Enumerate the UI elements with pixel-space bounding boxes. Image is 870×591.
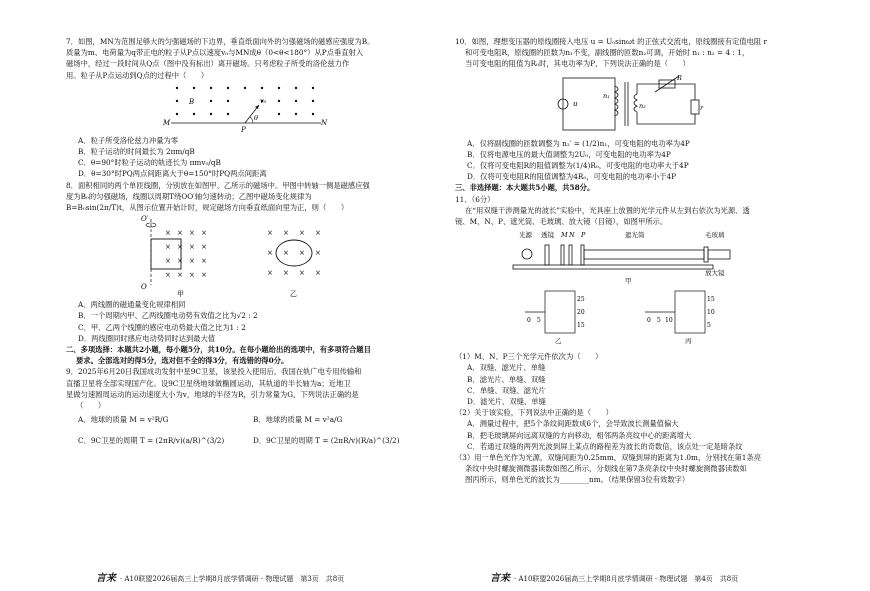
q11-stem-line: 镜、M、N、P、遮光筒、毛玻璃、放大镜（目镜），如图甲所示。 — [455, 217, 668, 227]
svg-text:×: × — [177, 271, 183, 280]
m-label: M — [163, 118, 171, 127]
q10-option: A．仅将副线圈的匝数调整为 n₂′ = (1/2)n₁，可变电阻的电功率为4P — [467, 138, 690, 148]
svg-text:×: × — [165, 271, 171, 280]
main-b-mark: 5 — [537, 317, 541, 325]
q11-part-1-option: B．滤光片、单缝、双缝 — [467, 374, 546, 384]
q11-part-1-option: A．双缝、滤光片、单缝 — [467, 363, 546, 373]
q9-option: A．地球的质量 M = v²R/G — [78, 415, 169, 425]
q11-part-1-option: D．滤光片、双缝、单缝 — [467, 397, 546, 407]
section-2-line: 二、多项选择：本题共2小题，每小题5分，共10分。在每小题给出的选项中，有多项符合题目 — [66, 345, 371, 355]
q9-option-row — [66, 435, 428, 446]
main-c-mark: 10 — [665, 317, 673, 325]
m-label: M — [561, 231, 568, 240]
jia-label: 甲 — [177, 290, 184, 299]
q7-option: D．θ=30°时PQ两点间距离大于θ=150°时PQ两点间距离 — [78, 169, 267, 179]
question-9 — [66, 366, 428, 446]
n1-label: n₁ — [603, 91, 610, 100]
q11-optical-bench-figure — [505, 229, 755, 349]
optical-bench-rail — [513, 265, 713, 269]
section-2-line: 要求。全部选对的得5分，选对但不全的得3分，有选错的得0分。 — [76, 356, 289, 366]
svg-text:×: × — [189, 243, 195, 252]
q9-option: B．地球的质量 M = v²a/G — [253, 415, 343, 425]
svg-text:×: × — [283, 249, 289, 258]
coil-yi — [276, 240, 312, 266]
question-8 — [66, 180, 428, 344]
svg-text:×: × — [299, 229, 305, 238]
q8-coil-figure — [137, 215, 357, 297]
q11-part-2-option: B．把毛玻璃屏向远离双缝的方向移动，相邻两条亮纹中心的距离增大 — [467, 430, 692, 440]
element-p — [581, 245, 584, 265]
question-7 — [66, 36, 428, 180]
q9-option: C．9C卫星的周期 T = (2πR/v)(a/R)^(3/2) — [78, 436, 225, 446]
q11-part-3-line: （3）用一单色光作为光源，双缝间距为0.25mm，双缝到屏的距离为1.0m，分别找在第1条亮 — [455, 453, 761, 463]
svg-text:×: × — [165, 229, 171, 238]
page-footer-left — [96, 569, 344, 584]
q9-option: D．9C卫星的周期 T = (2πR/v)(R/a)^(3/2) — [253, 436, 400, 446]
micrometer-yi — [525, 291, 575, 333]
footer-text: · A10联盟2026届高三上学期8月底学情调研 · 物理试题 第3页 共8页 — [120, 575, 345, 583]
n-label: N — [321, 118, 328, 127]
secondary-wire — [637, 112, 695, 124]
r-label: r — [700, 103, 704, 112]
brand-logo: 言来 — [96, 573, 116, 584]
b-label: B — [189, 97, 195, 106]
q9-option-row — [66, 414, 428, 425]
q11-part-2-option: C．若通过双缝的两列光波到屏上某点的路程差为波长的奇数倍，该点处一定是暗条纹 — [467, 441, 743, 451]
q11-stem-line: 在“用双缝干涉测量光的波长”实验中，光具座上放置的光学元件从左到右依次为光源、透 — [465, 205, 750, 215]
q11-part-3-line: 条纹中央时螺旋测微器读数如图乙所示，分划线在第7条亮条纹中央时螺旋测微器读数如 — [465, 464, 747, 474]
left-column — [66, 36, 428, 447]
svg-text:×: × — [315, 269, 321, 278]
svg-text:×: × — [165, 243, 171, 252]
q10-option: C．仅将可变电阻R的阻值调整为(1/4)R₀，可变电阻的电功率大于4P — [467, 161, 689, 171]
light-source — [522, 249, 532, 259]
svg-text:×: × — [201, 243, 207, 252]
q10-stem-line: 10．如图，理想变压器的原线圈接入电压 u = U₀sinωt 的正弦式交流电，原线圈接有定值电阻 r — [455, 37, 768, 46]
svg-text:×: × — [177, 257, 183, 266]
velocity-arrowhead — [255, 105, 259, 109]
q9-stem-line: 9．2025年6月20日我国成功发射中星9C卫星，该星投入使用后，我国在轨广电专用传输和 — [66, 367, 362, 377]
section-2-header — [66, 344, 428, 366]
page-footer-right — [490, 569, 738, 584]
q10-stem-line: 和可变电阻R，原线圈的匝数为n₁不变，副线圈的匝数n₂可调，开始时 n₁ : n₂ = 4 : 1， — [465, 48, 750, 58]
scale-c-mark: 5 — [707, 322, 711, 330]
svg-text:×: × — [299, 269, 305, 278]
element-m — [561, 245, 564, 265]
field-dots — [176, 87, 314, 115]
n-label: N — [569, 231, 575, 240]
o-prime-label: O′ — [141, 215, 149, 224]
svg-text:×: × — [267, 269, 273, 278]
q7-stem-line: 用。粒子从P点运动到Q点的过程中（ ） — [66, 70, 209, 80]
frosted-glass — [704, 247, 708, 262]
q8-option: A．两线圈的磁通量变化规律相同 — [78, 300, 186, 310]
svg-text:×: × — [177, 229, 183, 238]
q10-transformer-circuit — [555, 72, 705, 136]
element-n — [569, 245, 572, 265]
q8-option: B．一个周期内甲、乙两线圈电动势有效值之比为√2 : 2 — [78, 311, 258, 321]
fixed-resistor — [691, 100, 699, 114]
q11-part-3-line: 图丙所示，则单色光的波长为________nm。（结果保留3位有效数字） — [465, 475, 690, 485]
R-label: R — [677, 73, 682, 82]
q9-stem-line: 星做匀速圆周运动的运动速度大小为v，地球的半径为R，引力常量为G，下列说法正确的是 — [66, 389, 359, 399]
main-c-mark: 0 — [647, 317, 651, 325]
scale-b-mark: 20 — [577, 309, 585, 317]
q10-option: D．仅将可变电阻R的阻值调整为4R₀，可变电阻的电功率小于4P — [467, 172, 677, 182]
svg-text:×: × — [165, 257, 171, 266]
svg-text:×: × — [201, 229, 207, 238]
svg-text:×: × — [189, 271, 195, 280]
o-label: O — [141, 283, 147, 292]
q8-option: C．甲、乙两个线圈的感应电动势最大值之比为1 : 2 — [78, 322, 246, 332]
yi-label: 乙 — [555, 337, 562, 346]
main-b-mark: 0 — [527, 317, 531, 325]
micrometer-bing — [645, 291, 705, 333]
q11-head: 11．（6分） — [455, 194, 495, 204]
section-3-header: 三、非选择题：本大题共5小题，共58分。 — [455, 183, 595, 193]
p-label: P — [241, 125, 246, 134]
tube-label: 遮光筒 — [625, 231, 645, 240]
svg-text:×: × — [189, 257, 195, 266]
scale-c-mark: 10 — [707, 309, 715, 317]
angle-arc — [250, 117, 253, 123]
scale-b-mark: 25 — [577, 296, 585, 304]
svg-text:×: × — [315, 249, 321, 258]
glass-label: 毛玻璃 — [705, 231, 725, 240]
field-crosses-yi — [267, 229, 321, 277]
q8-option: D．两线圈同时感应电动势同时达到最大值 — [78, 333, 216, 343]
q11-part-1: （1）M、N、P三个光学元件依次为（ ） — [455, 352, 603, 362]
svg-text:×: × — [283, 269, 289, 278]
v0-label: v₀ — [260, 96, 267, 105]
q7-magnetic-field-figure — [163, 83, 328, 134]
svg-text:×: × — [201, 257, 207, 266]
svg-text:×: × — [315, 229, 321, 238]
question-11 — [455, 194, 805, 486]
bing-label: 丙 — [685, 337, 692, 346]
q11-part-2: （2）关于该实验，下列说法中正确的是（ ） — [455, 408, 613, 418]
q8-stem-line: 度为B₀的匀强磁场，线圈以周期T绕OO′轴匀速转动；乙图中磁场变化规律为 — [66, 191, 312, 201]
q8-stem-line: B=B₀sin(2π/T)t，从图示位置开始计时，规定磁场方向垂直纸面向里为正，则（ ） — [66, 203, 349, 213]
primary-loop — [563, 78, 615, 130]
secondary-coil — [634, 94, 637, 112]
secondary-wire — [637, 84, 695, 100]
q7-stem-line: 7．如图，MN为范围足够大的匀强磁场的下边界，垂直纸面向外的匀强磁场的磁感应强度为B。 — [66, 37, 375, 46]
jia-label: 甲 — [625, 277, 632, 286]
brand-logo: 言来 — [490, 573, 510, 584]
q7-option: B．粒子运动的时间最长为 2πm/qB — [78, 147, 195, 157]
u-label: u — [573, 99, 578, 108]
q8-stem-line: 8．面积相同的两个单匝线圈，分别放在如图甲、乙所示的磁场中。甲图中转轴一侧是磁感应强 — [66, 180, 370, 190]
scale-c-mark: 15 — [707, 296, 715, 304]
q9-stem-line: （ ） — [76, 401, 106, 411]
svg-text:×: × — [177, 243, 183, 252]
n2-label: n₂ — [639, 101, 646, 110]
svg-text:×: × — [283, 229, 289, 238]
primary-coil — [615, 86, 618, 116]
eyepiece — [708, 250, 730, 259]
lens-label: 透镜 — [541, 231, 554, 240]
light-source-label: 光源 — [519, 231, 532, 240]
yi-label: 乙 — [290, 290, 297, 299]
svg-text:×: × — [267, 249, 273, 258]
q11-part-2-option: A．测量过程中，把5个条纹间距数成6个，会导致波长测量值偏大 — [467, 419, 679, 429]
q7-option: A．粒子所受洛伦兹力冲量为零 — [78, 135, 179, 145]
main-c-mark: 5 — [657, 317, 661, 325]
light-shield-tube — [584, 250, 704, 259]
q10-option: B．仅将电源电压的最大值调整为2U₀，可变电阻的电功率为4P — [467, 149, 671, 159]
q7-stem-line: 质量为m、电荷量为q带正电的粒子从P点以速度v₀与MN成θ（0<θ<180°）从P点垂直射入 — [66, 48, 364, 58]
p-label: P — [581, 231, 586, 240]
right-column — [455, 36, 805, 486]
q7-stem-line: 磁场中，经过一段时间从Q点（图中没有标出）离开磁场。只考虑粒子所受的洛伦兹力作 — [66, 59, 350, 69]
question-10 — [455, 36, 805, 182]
magnifier-label: 放大镜 — [705, 269, 725, 278]
q11-part-1-option: C．单缝、双缝、滤光片 — [467, 385, 546, 395]
q7-option: C．θ=90°时粒子运动的轨迹长为 πmv₀/qB — [78, 158, 221, 168]
svg-text:×: × — [189, 229, 195, 238]
q10-stem-line: 当可变电阻的阻值为R₀时，其电功率为P，下列说法正确的是（ ） — [465, 59, 690, 69]
svg-text:×: × — [267, 229, 273, 238]
theta-label: θ — [254, 113, 258, 122]
q9-stem-line: 直播卫星将全部实现国产化。设9C卫星绕地球做椭圆运动，其轨道的半长轴为a；近地卫 — [66, 378, 351, 388]
field-crosses-jia — [165, 229, 207, 279]
svg-text:×: × — [201, 271, 207, 280]
footer-text: · A10联盟2026届高三上学期8月底学情调研 · 物理试题 第4页 共8页 — [514, 575, 739, 583]
lens — [545, 245, 549, 265]
svg-text:×: × — [299, 249, 305, 258]
scale-b-mark: 15 — [577, 322, 585, 330]
